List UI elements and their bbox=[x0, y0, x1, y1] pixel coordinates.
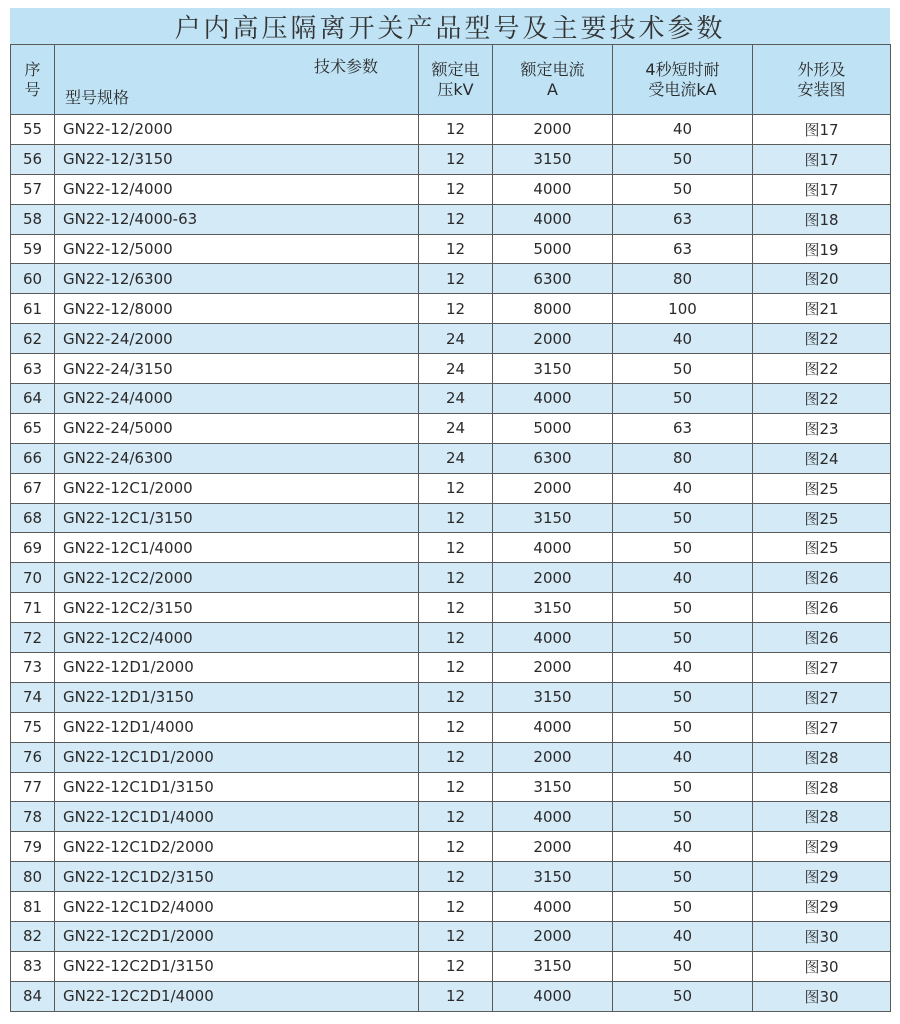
cell-current: 5000 bbox=[493, 234, 613, 264]
table-row bbox=[11, 294, 891, 324]
table-row bbox=[11, 503, 891, 533]
cell-seq: 61 bbox=[11, 294, 55, 324]
spec-table bbox=[10, 44, 891, 1012]
cell-voltage: 12 bbox=[419, 653, 493, 683]
cell-voltage: 12 bbox=[419, 503, 493, 533]
cell-current: 4000 bbox=[493, 802, 613, 832]
table-row bbox=[11, 892, 891, 922]
cell-figure: 图27 bbox=[753, 653, 891, 683]
cell-current: 3150 bbox=[493, 862, 613, 892]
cell-current: 2000 bbox=[493, 115, 613, 145]
cell-model: GN22-12C1/4000 bbox=[55, 533, 419, 563]
cell-current: 3150 bbox=[493, 951, 613, 981]
cell-voltage: 12 bbox=[419, 742, 493, 772]
cell-current: 4000 bbox=[493, 623, 613, 653]
cell-current: 4000 bbox=[493, 384, 613, 414]
cell-model: GN22-12C2D1/3150 bbox=[55, 951, 419, 981]
cell-withstand: 50 bbox=[613, 503, 753, 533]
cell-withstand: 40 bbox=[613, 324, 753, 354]
cell-seq: 60 bbox=[11, 264, 55, 294]
header-seq: 序 号 bbox=[11, 45, 55, 115]
cell-current: 3150 bbox=[493, 682, 613, 712]
cell-voltage: 12 bbox=[419, 712, 493, 742]
cell-model: GN22-12C1D2/4000 bbox=[55, 892, 419, 922]
table-row bbox=[11, 653, 891, 683]
cell-withstand: 50 bbox=[613, 682, 753, 712]
cell-withstand: 50 bbox=[613, 623, 753, 653]
cell-figure: 图26 bbox=[753, 623, 891, 653]
table-row bbox=[11, 354, 891, 384]
cell-voltage: 12 bbox=[419, 533, 493, 563]
cell-withstand: 50 bbox=[613, 802, 753, 832]
table-row bbox=[11, 144, 891, 174]
cell-withstand: 40 bbox=[613, 653, 753, 683]
cell-figure: 图22 bbox=[753, 384, 891, 414]
cell-model: GN22-12C1/3150 bbox=[55, 503, 419, 533]
cell-model: GN22-24/4000 bbox=[55, 384, 419, 414]
cell-seq: 55 bbox=[11, 115, 55, 145]
cell-current: 8000 bbox=[493, 294, 613, 324]
cell-model: GN22-12D1/4000 bbox=[55, 712, 419, 742]
cell-seq: 77 bbox=[11, 772, 55, 802]
cell-figure: 图24 bbox=[753, 443, 891, 473]
cell-current: 4000 bbox=[493, 174, 613, 204]
cell-model: GN22-24/6300 bbox=[55, 443, 419, 473]
cell-model: GN22-12/4000 bbox=[55, 174, 419, 204]
cell-withstand: 100 bbox=[613, 294, 753, 324]
cell-voltage: 12 bbox=[419, 772, 493, 802]
cell-voltage: 12 bbox=[419, 593, 493, 623]
cell-model: GN22-12C1D1/4000 bbox=[55, 802, 419, 832]
header-diagonal-cell bbox=[55, 45, 419, 115]
cell-current: 3150 bbox=[493, 144, 613, 174]
cell-voltage: 12 bbox=[419, 264, 493, 294]
table-header-row bbox=[11, 45, 891, 115]
cell-model: GN22-12/3150 bbox=[55, 144, 419, 174]
page-title: 户内高压隔离开关产品型号及主要技术参数 bbox=[10, 8, 890, 44]
cell-current: 2000 bbox=[493, 324, 613, 354]
cell-seq: 79 bbox=[11, 832, 55, 862]
cell-voltage: 12 bbox=[419, 294, 493, 324]
cell-current: 4000 bbox=[493, 533, 613, 563]
cell-withstand: 80 bbox=[613, 264, 753, 294]
cell-voltage: 24 bbox=[419, 413, 493, 443]
cell-figure: 图18 bbox=[753, 204, 891, 234]
cell-figure: 图26 bbox=[753, 563, 891, 593]
cell-withstand: 40 bbox=[613, 922, 753, 952]
cell-model: GN22-24/2000 bbox=[55, 324, 419, 354]
cell-withstand: 50 bbox=[613, 772, 753, 802]
cell-voltage: 12 bbox=[419, 174, 493, 204]
table-row bbox=[11, 413, 891, 443]
table-row bbox=[11, 862, 891, 892]
cell-figure: 图30 bbox=[753, 951, 891, 981]
cell-voltage: 12 bbox=[419, 951, 493, 981]
cell-seq: 65 bbox=[11, 413, 55, 443]
cell-model: GN22-12C1D1/3150 bbox=[55, 772, 419, 802]
cell-voltage: 12 bbox=[419, 115, 493, 145]
cell-seq: 63 bbox=[11, 354, 55, 384]
cell-model: GN22-12D1/3150 bbox=[55, 682, 419, 712]
cell-figure: 图23 bbox=[753, 413, 891, 443]
cell-model: GN22-12C2/2000 bbox=[55, 563, 419, 593]
header-current: 额定电流 A bbox=[493, 45, 613, 115]
cell-model: GN22-12C2D1/2000 bbox=[55, 922, 419, 952]
table-row bbox=[11, 981, 891, 1011]
cell-model: GN22-24/5000 bbox=[55, 413, 419, 443]
cell-model: GN22-12D1/2000 bbox=[55, 653, 419, 683]
cell-figure: 图25 bbox=[753, 533, 891, 563]
cell-model: GN22-12/5000 bbox=[55, 234, 419, 264]
cell-current: 2000 bbox=[493, 653, 613, 683]
cell-withstand: 50 bbox=[613, 862, 753, 892]
cell-voltage: 12 bbox=[419, 234, 493, 264]
cell-current: 3150 bbox=[493, 354, 613, 384]
table-row bbox=[11, 682, 891, 712]
cell-model: GN22-12C1D1/2000 bbox=[55, 742, 419, 772]
cell-seq: 64 bbox=[11, 384, 55, 414]
table-body bbox=[11, 115, 891, 1012]
cell-figure: 图17 bbox=[753, 115, 891, 145]
cell-seq: 71 bbox=[11, 593, 55, 623]
cell-current: 3150 bbox=[493, 772, 613, 802]
cell-withstand: 50 bbox=[613, 951, 753, 981]
cell-current: 5000 bbox=[493, 413, 613, 443]
cell-figure: 图26 bbox=[753, 593, 891, 623]
table-row bbox=[11, 473, 891, 503]
cell-withstand: 50 bbox=[613, 533, 753, 563]
table-row bbox=[11, 533, 891, 563]
header-withstand: 4秒短时耐 受电流kA bbox=[613, 45, 753, 115]
cell-withstand: 80 bbox=[613, 443, 753, 473]
cell-voltage: 12 bbox=[419, 563, 493, 593]
cell-seq: 75 bbox=[11, 712, 55, 742]
cell-seq: 81 bbox=[11, 892, 55, 922]
cell-current: 4000 bbox=[493, 204, 613, 234]
table-row bbox=[11, 951, 891, 981]
cell-current: 4000 bbox=[493, 981, 613, 1011]
cell-model: GN22-12C1/2000 bbox=[55, 473, 419, 503]
table-row bbox=[11, 204, 891, 234]
cell-current: 6300 bbox=[493, 264, 613, 294]
cell-figure: 图27 bbox=[753, 712, 891, 742]
cell-seq: 68 bbox=[11, 503, 55, 533]
cell-withstand: 50 bbox=[613, 354, 753, 384]
cell-current: 3150 bbox=[493, 593, 613, 623]
table-row bbox=[11, 593, 891, 623]
cell-voltage: 12 bbox=[419, 981, 493, 1011]
cell-withstand: 63 bbox=[613, 204, 753, 234]
cell-withstand: 50 bbox=[613, 981, 753, 1011]
cell-figure: 图25 bbox=[753, 473, 891, 503]
table-row bbox=[11, 802, 891, 832]
cell-withstand: 40 bbox=[613, 115, 753, 145]
table-row bbox=[11, 772, 891, 802]
cell-seq: 82 bbox=[11, 922, 55, 952]
table-row bbox=[11, 174, 891, 204]
cell-current: 6300 bbox=[493, 443, 613, 473]
cell-seq: 73 bbox=[11, 653, 55, 683]
cell-voltage: 12 bbox=[419, 832, 493, 862]
table-row bbox=[11, 324, 891, 354]
cell-figure: 图29 bbox=[753, 832, 891, 862]
cell-voltage: 12 bbox=[419, 892, 493, 922]
cell-seq: 74 bbox=[11, 682, 55, 712]
cell-seq: 57 bbox=[11, 174, 55, 204]
cell-withstand: 50 bbox=[613, 384, 753, 414]
cell-withstand: 63 bbox=[613, 234, 753, 264]
table-row bbox=[11, 234, 891, 264]
cell-voltage: 12 bbox=[419, 862, 493, 892]
cell-seq: 70 bbox=[11, 563, 55, 593]
cell-withstand: 50 bbox=[613, 174, 753, 204]
cell-voltage: 12 bbox=[419, 682, 493, 712]
table-row bbox=[11, 922, 891, 952]
cell-model: GN22-12C1D2/3150 bbox=[55, 862, 419, 892]
cell-figure: 图19 bbox=[753, 234, 891, 264]
cell-figure: 图22 bbox=[753, 324, 891, 354]
cell-seq: 80 bbox=[11, 862, 55, 892]
cell-seq: 67 bbox=[11, 473, 55, 503]
cell-model: GN22-12C2/4000 bbox=[55, 623, 419, 653]
table-row bbox=[11, 832, 891, 862]
cell-model: GN22-12C2D1/4000 bbox=[55, 981, 419, 1011]
table-row bbox=[11, 115, 891, 145]
cell-seq: 84 bbox=[11, 981, 55, 1011]
cell-figure: 图17 bbox=[753, 144, 891, 174]
cell-model: GN22-12/6300 bbox=[55, 264, 419, 294]
cell-model: GN22-12/2000 bbox=[55, 115, 419, 145]
cell-current: 4000 bbox=[493, 892, 613, 922]
cell-withstand: 50 bbox=[613, 593, 753, 623]
cell-seq: 59 bbox=[11, 234, 55, 264]
cell-figure: 图30 bbox=[753, 981, 891, 1011]
cell-current: 2000 bbox=[493, 563, 613, 593]
header-model-spec: 型号规格 bbox=[65, 88, 130, 107]
cell-voltage: 12 bbox=[419, 802, 493, 832]
cell-voltage: 24 bbox=[419, 324, 493, 354]
table-row bbox=[11, 443, 891, 473]
cell-voltage: 12 bbox=[419, 922, 493, 952]
cell-withstand: 50 bbox=[613, 144, 753, 174]
cell-withstand: 50 bbox=[613, 712, 753, 742]
table-row bbox=[11, 712, 891, 742]
cell-voltage: 24 bbox=[419, 443, 493, 473]
cell-figure: 图29 bbox=[753, 862, 891, 892]
table-row bbox=[11, 742, 891, 772]
cell-figure: 图17 bbox=[753, 174, 891, 204]
cell-figure: 图29 bbox=[753, 892, 891, 922]
header-voltage: 额定电 压kV bbox=[419, 45, 493, 115]
cell-model: GN22-12/4000-63 bbox=[55, 204, 419, 234]
table-row bbox=[11, 264, 891, 294]
cell-voltage: 24 bbox=[419, 354, 493, 384]
cell-seq: 83 bbox=[11, 951, 55, 981]
cell-current: 3150 bbox=[493, 503, 613, 533]
cell-seq: 69 bbox=[11, 533, 55, 563]
cell-withstand: 40 bbox=[613, 742, 753, 772]
table-row bbox=[11, 563, 891, 593]
cell-figure: 图30 bbox=[753, 922, 891, 952]
cell-seq: 62 bbox=[11, 324, 55, 354]
cell-figure: 图21 bbox=[753, 294, 891, 324]
header-figure: 外形及 安装图 bbox=[753, 45, 891, 115]
cell-figure: 图28 bbox=[753, 742, 891, 772]
cell-current: 4000 bbox=[493, 712, 613, 742]
cell-withstand: 40 bbox=[613, 563, 753, 593]
cell-figure: 图27 bbox=[753, 682, 891, 712]
cell-voltage: 12 bbox=[419, 204, 493, 234]
table-row bbox=[11, 623, 891, 653]
cell-model: GN22-12/8000 bbox=[55, 294, 419, 324]
cell-model: GN22-12C2/3150 bbox=[55, 593, 419, 623]
cell-seq: 78 bbox=[11, 802, 55, 832]
cell-voltage: 12 bbox=[419, 623, 493, 653]
cell-seq: 58 bbox=[11, 204, 55, 234]
cell-voltage: 24 bbox=[419, 384, 493, 414]
cell-voltage: 12 bbox=[419, 473, 493, 503]
cell-seq: 56 bbox=[11, 144, 55, 174]
cell-withstand: 40 bbox=[613, 832, 753, 862]
cell-current: 2000 bbox=[493, 742, 613, 772]
header-tech-params: 技术参数 bbox=[313, 57, 378, 76]
cell-seq: 66 bbox=[11, 443, 55, 473]
cell-withstand: 50 bbox=[613, 892, 753, 922]
cell-withstand: 40 bbox=[613, 473, 753, 503]
cell-current: 2000 bbox=[493, 473, 613, 503]
cell-figure: 图22 bbox=[753, 354, 891, 384]
cell-figure: 图28 bbox=[753, 772, 891, 802]
cell-withstand: 63 bbox=[613, 413, 753, 443]
cell-seq: 72 bbox=[11, 623, 55, 653]
cell-seq: 76 bbox=[11, 742, 55, 772]
cell-figure: 图28 bbox=[753, 802, 891, 832]
cell-voltage: 12 bbox=[419, 144, 493, 174]
cell-model: GN22-24/3150 bbox=[55, 354, 419, 384]
cell-figure: 图20 bbox=[753, 264, 891, 294]
table-row bbox=[11, 384, 891, 414]
cell-current: 2000 bbox=[493, 832, 613, 862]
cell-current: 2000 bbox=[493, 922, 613, 952]
cell-figure: 图25 bbox=[753, 503, 891, 533]
cell-model: GN22-12C1D2/2000 bbox=[55, 832, 419, 862]
